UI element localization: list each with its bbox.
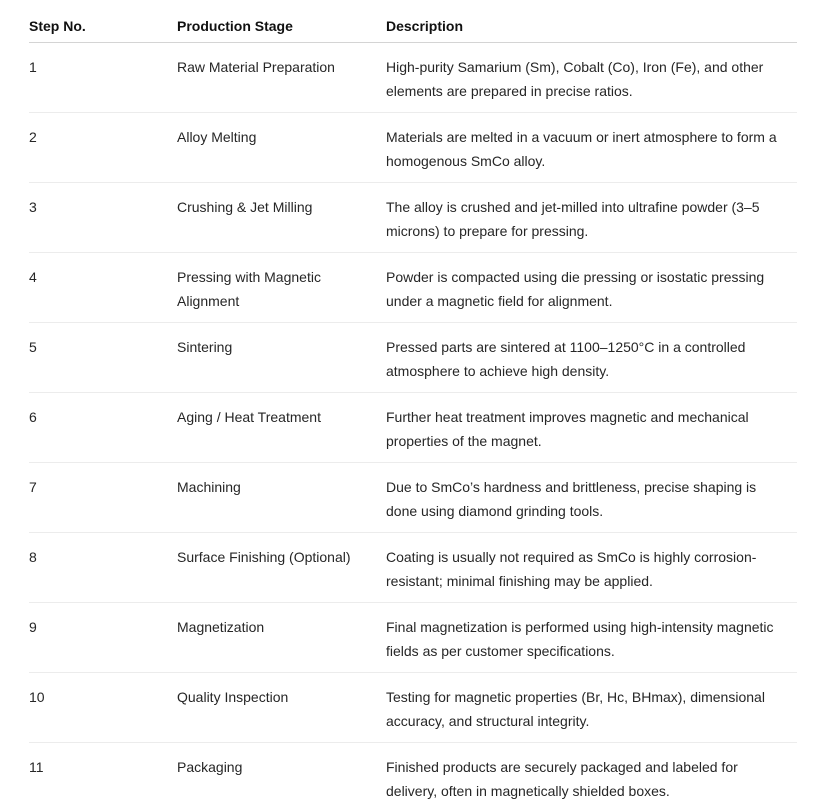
cell-stage: Crushing & Jet Milling [177,183,386,253]
header-production-stage: Production Stage [177,0,386,43]
table-row [29,743,797,812]
table-row [29,603,797,673]
header-step-no: Step No. [29,0,177,43]
cell-stage: Packaging [177,743,386,812]
table-row [29,43,797,113]
production-steps-table-container [29,0,797,812]
cell-stage: Surface Finishing (Optional) [177,533,386,603]
production-steps-table [29,0,797,812]
cell-description: Final magnetization is performed using high-intensity magnetic fields as per customer specifications. [386,603,797,673]
cell-step: 1 [29,43,177,113]
table-row [29,463,797,533]
table-row [29,393,797,463]
cell-step: 8 [29,533,177,603]
cell-step: 9 [29,603,177,673]
cell-stage: Sintering [177,323,386,393]
cell-description: Testing for magnetic properties (Br, Hc, BHmax), dimensional accuracy, and structural integrity. [386,673,797,743]
table-header [29,0,797,43]
cell-description: The alloy is crushed and jet-milled into ultrafine powder (3–5 microns) to prepare for pressing. [386,183,797,253]
table-row [29,673,797,743]
table-row [29,253,797,323]
cell-description: Coating is usually not required as SmCo is highly corrosion-resistant; minimal finishing may be applied. [386,533,797,603]
cell-description: Due to SmCo’s hardness and brittleness, precise shaping is done using diamond grinding tools. [386,463,797,533]
cell-description: High-purity Samarium (Sm), Cobalt (Co), Iron (Fe), and other elements are prepared in precise ratios. [386,43,797,113]
cell-step: 2 [29,113,177,183]
cell-step: 11 [29,743,177,812]
cell-step: 10 [29,673,177,743]
table-row [29,183,797,253]
cell-stage: Magnetization [177,603,386,673]
cell-description: Further heat treatment improves magnetic and mechanical properties of the magnet. [386,393,797,463]
cell-step: 5 [29,323,177,393]
table-body [29,43,797,812]
cell-stage: Aging / Heat Treatment [177,393,386,463]
table-row [29,113,797,183]
cell-step: 4 [29,253,177,323]
table-row [29,533,797,603]
cell-step: 6 [29,393,177,463]
cell-description: Materials are melted in a vacuum or inert atmosphere to form a homogenous SmCo alloy. [386,113,797,183]
cell-stage: Pressing with Magnetic Alignment [177,253,386,323]
cell-stage: Machining [177,463,386,533]
cell-description: Pressed parts are sintered at 1100–1250°C in a controlled atmosphere to achieve high density. [386,323,797,393]
header-description: Description [386,0,797,43]
cell-stage: Raw Material Preparation [177,43,386,113]
cell-step: 3 [29,183,177,253]
cell-stage: Quality Inspection [177,673,386,743]
cell-stage: Alloy Melting [177,113,386,183]
table-row [29,323,797,393]
cell-description: Powder is compacted using die pressing or isostatic pressing under a magnetic field for alignment. [386,253,797,323]
cell-step: 7 [29,463,177,533]
cell-description: Finished products are securely packaged and labeled for delivery, often in magnetically shielded boxes. [386,743,797,812]
header-row [29,0,797,43]
